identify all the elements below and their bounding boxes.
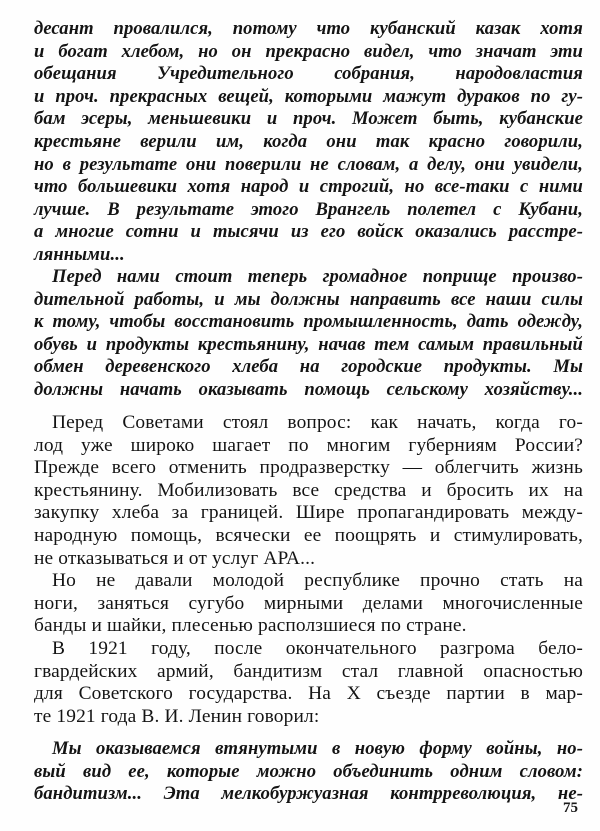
- text-line: Но не давали молодой республике прочно стать на: [52, 570, 583, 591]
- text-line: гвардейских армий, бандитизм стал главной опасностью: [34, 660, 583, 682]
- paragraph-bands: [34, 570, 583, 638]
- text-line: Перед Советами стоял вопрос: как начать, когда го-: [52, 412, 583, 433]
- text-line: а многие сотни и тысячи из его войск оказались расстре-: [34, 221, 583, 243]
- quote-lenin-kuban: [34, 18, 583, 267]
- text-line: что большевики хотя народ и строгий, но все-таки с ними: [34, 176, 583, 198]
- text-line: и проч. прекрасных вещей, которыми мажут дураков по гу-: [34, 85, 583, 107]
- text-line: десант провалился, потому что кубанский казак хотя: [34, 18, 583, 39]
- text-line: крестьяне верили им, когда они так красно говорили,: [34, 130, 583, 152]
- text-line: должны начать оказывать помощь сельскому хозяйству...: [34, 378, 583, 400]
- quote-new-war: [34, 738, 583, 806]
- text-line: обещания Учредительного собрания, народовластия: [34, 63, 583, 85]
- text-line: и богат хлебом, но он прекрасно видел, что значат эти: [34, 40, 583, 62]
- text-line: к тому, чтобы восстановить промышленность, дать одежду,: [34, 311, 583, 333]
- quote-production: [34, 266, 583, 402]
- text-line: те 1921 года В. И. Ленин говорил:: [34, 705, 320, 727]
- text-line: закупку хлеба за границей. Шире пропагандировать между-: [34, 502, 583, 524]
- text-line: Прежде всего отменить продразверстку — облегчить жизнь: [34, 457, 583, 479]
- paragraph-banditism: [34, 638, 583, 728]
- text-line: не отказываться и от услуг АРА...: [34, 547, 316, 569]
- text-line: лянными...: [34, 243, 125, 265]
- text-line: народную помощь, всячески ее поощрять и стимулировать,: [34, 524, 583, 546]
- paragraph-famine: [34, 412, 583, 570]
- text-line: Мы оказываемся втянутыми в новую форму войны, но-: [52, 738, 583, 759]
- text-line: обмен деревенского хлеба на городские продукты. Мы: [34, 356, 583, 378]
- text-line: лучше. В результате этого Врангель полетел с Кубани,: [34, 198, 583, 220]
- text-line: бам эсеры, меньшевики и проч. Может быть, кубанские: [34, 108, 583, 130]
- text-line: В 1921 году, после окончательного разгрома бело-: [52, 638, 583, 659]
- text-line: но в результате они поверили не словам, а делу, они увидели,: [34, 153, 583, 175]
- text-line: крестьянину. Мобилизовать все средства и бросить их на: [34, 479, 583, 501]
- text-line: банды и шайки, плесенью расползшиеся по стране.: [34, 615, 467, 637]
- text-line: Перед нами стоит теперь громадное поприще произво-: [52, 266, 583, 287]
- text-line: для Советского государства. На X съезде партии в мар-: [34, 683, 583, 705]
- page-number: 75: [563, 800, 578, 816]
- text-line: лод уже широко шагает по многим губерниям России?: [34, 434, 583, 456]
- text-line: ноги, заняться сугубо мирными делами многочисленные: [34, 592, 583, 614]
- text-line: вый вид ее, которые можно объединить одним словом:: [34, 760, 583, 782]
- text-line: обувь и продукты крестьянину, начав тем самым правильный: [34, 333, 583, 355]
- text-line: бандитизм... Эта мелкобуржуазная контрреволюция, не-: [34, 783, 583, 805]
- text-line: дительной работы, и мы должны направить все наши силы: [34, 288, 583, 310]
